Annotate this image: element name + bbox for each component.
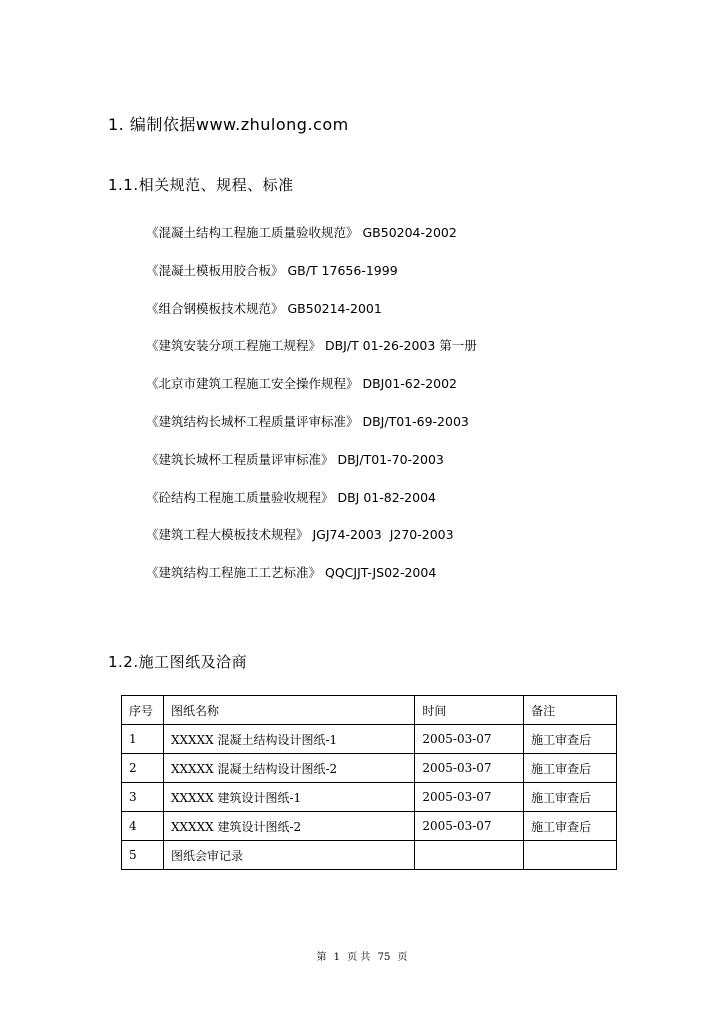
standard-item: 《建筑结构工程施工工艺标准》 QQCJJT-JS02-2004 (146, 565, 437, 581)
cell-drawing-name: XXXXX 混凝土结构设计图纸-2 (163, 754, 414, 783)
cell-remark: 施工审查后 (524, 783, 617, 812)
cell-seq: 4 (122, 812, 164, 841)
cell-drawing-name: XXXXX 建筑设计图纸-1 (163, 783, 414, 812)
table-row (122, 812, 617, 841)
footer-current-page: 1 (333, 952, 341, 963)
standard-item: 《建筑长城杯工程质量评审标准》 DBJ/T01-70-2003 (146, 451, 444, 467)
cell-time: 2005-03-07 (415, 725, 524, 754)
table-row (122, 783, 617, 812)
cell-time (415, 841, 524, 870)
table-row (122, 725, 617, 754)
cell-drawing-name: XXXXX 混凝土结构设计图纸-1 (163, 725, 414, 754)
page-footer (0, 948, 724, 963)
cell-time: 2005-03-07 (415, 783, 524, 812)
standard-item: 《混凝土模板用胶合板》 GB/T 17656-1999 (146, 262, 398, 278)
table-row (122, 754, 617, 783)
footer-mid: 页 共 (347, 952, 371, 963)
cell-seq: 3 (122, 783, 164, 812)
cell-remark: 施工审查后 (524, 812, 617, 841)
standard-item: 《建筑安装分项工程施工规程》 DBJ/T 01-26-2003 第一册 (146, 338, 477, 354)
cell-remark (524, 841, 617, 870)
drawings-table (121, 695, 617, 870)
standard-item: 《组合钢模板技术规范》 GB50214-2001 (146, 300, 382, 316)
footer-prefix: 第 (316, 952, 327, 963)
header-time: 时间 (415, 696, 524, 725)
cell-seq: 5 (122, 841, 164, 870)
cell-seq: 1 (122, 725, 164, 754)
cell-remark: 施工审查后 (524, 754, 617, 783)
standard-item: 《建筑结构长城杯工程质量评审标准》 DBJ/T01-69-2003 (146, 413, 469, 429)
section-1-2-title: 1.2.施工图纸及洽商 (108, 653, 248, 671)
standards-list (146, 224, 477, 602)
cell-time: 2005-03-07 (415, 754, 524, 783)
header-seq: 序号 (122, 696, 164, 725)
header-drawing-name: 图纸名称 (163, 696, 414, 725)
section-1-1-title: 1.1.相关规范、规程、标准 (108, 176, 294, 194)
cell-drawing-name: XXXXX 建筑设计图纸-2 (163, 812, 414, 841)
standard-item: 《建筑工程大模板技术规程》 JGJ74-2003 J270-2003 (146, 527, 454, 543)
cell-time: 2005-03-07 (415, 812, 524, 841)
cell-remark: 施工审查后 (524, 725, 617, 754)
table-header-row (122, 696, 617, 725)
heading-1: 1. 编制依据www.zhulong.com (108, 115, 349, 134)
footer-suffix: 页 (397, 952, 408, 963)
header-remark: 备注 (524, 696, 617, 725)
standard-item: 《混凝土结构工程施工质量验收规范》 GB50204-2002 (146, 225, 457, 240)
standard-item: 《砼结构工程施工质量验收规程》 DBJ 01-82-2004 (146, 489, 436, 505)
cell-seq: 2 (122, 754, 164, 783)
standard-item: 《北京市建筑工程施工安全操作规程》 DBJ01-62-2002 (146, 376, 458, 392)
footer-total-pages: 75 (377, 952, 391, 963)
table-row (122, 841, 617, 870)
cell-drawing-name: 图纸会审记录 (163, 841, 414, 870)
